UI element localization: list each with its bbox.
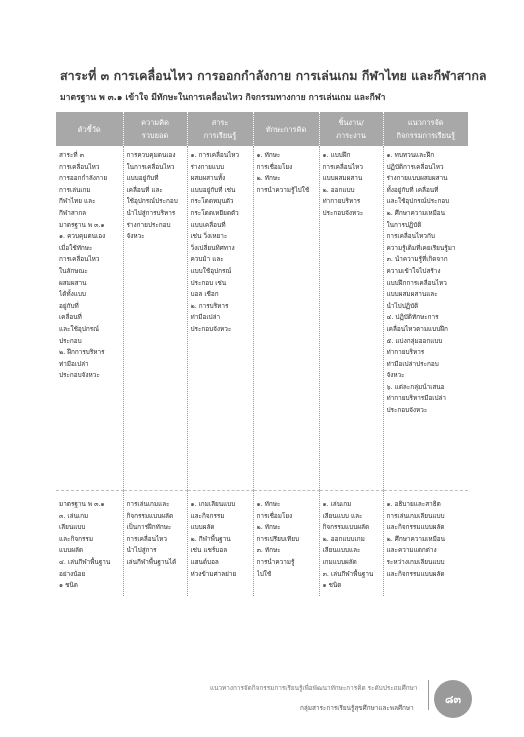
cell-text-line: ๒. ศึกษาความเหมือน <box>386 208 445 217</box>
cell-text-line: ท่ามือเปล่าประกอบ <box>386 359 439 368</box>
cell-text-line: ร่างกายแบบผสมผสาน <box>386 174 448 183</box>
footer-subject: กลุ่มสาระการเรียนรู้สุขศึกษาและพลศึกษา <box>300 704 414 712</box>
cell-text-line: การเคลื่อนไหว <box>126 534 167 543</box>
cell-text-line: ควบม้า และ <box>190 255 224 264</box>
cell-text-line: ประกอบจังหวะ <box>190 324 232 333</box>
cell-text-line: ร่างกายแบบ <box>190 162 225 171</box>
cell-text-line: ๑. ทบทวนและฝึก <box>386 151 435 159</box>
cell-text-line: การเคลื่อนไหว <box>59 162 100 171</box>
table-cell <box>383 491 468 596</box>
cell-text-line: อย่างน้อย <box>59 569 86 578</box>
cell-text-line: ทั้งอยู่กับที่ เคลื่อนที่ <box>386 185 439 194</box>
cell-text-line: ปฏิบัติการเคลื่อนไหว <box>386 162 444 171</box>
cell-text-line: นำไปสู่การ <box>126 546 157 555</box>
cell-text-line: ๓. เล่นกีฬาพื้นฐาน <box>322 569 374 578</box>
cell-text-line: เลียนแบบ <box>59 523 86 532</box>
table-header-row <box>56 112 468 146</box>
cell-text-line: แบบอยู่กับที่ <box>126 174 159 183</box>
cell-text-line: ๑ ชนิด <box>322 581 342 590</box>
page-number: ๘๓ <box>434 680 472 718</box>
cell-text-line: เคลื่อนที่ <box>59 313 82 322</box>
cell-text-line: ท่ากายบริหาร <box>322 197 361 206</box>
cell-text-line: ท่ามือเปล่า <box>59 359 89 368</box>
header-indicator <box>56 112 123 146</box>
cell-text-line: จังหวะ <box>126 232 145 241</box>
cell-text-line: กิจกรรมแบบผลัด <box>322 523 370 532</box>
cell-text-line: และความแตกต่าง <box>386 546 437 555</box>
cell-text-line: ในการปฏิบัติ <box>386 220 422 229</box>
header-label: ความคิด <box>141 118 169 127</box>
cell-text-line: และกิจกรรมแบบผลัด <box>386 569 445 578</box>
cell-text-line: บอล เชือก <box>190 290 219 299</box>
cell-text-line: ประกอบจังหวะ <box>322 208 364 217</box>
cell-text-line: สาระที่ ๓ <box>59 151 84 159</box>
cell-text-line: อยู่กับที่ <box>59 301 79 310</box>
cell-text-line: เคลื่อนไหวตามแบบฝึก <box>386 324 448 333</box>
cell-text-line: ผสมผสาน <box>59 278 87 287</box>
footer-book-title: แนวทางการจัดกิจกรรมการเรียนรู้เพื่อพัฒนาทักษะการคิด ระดับประถมศึกษา <box>210 684 418 692</box>
header-label: รวบยอด <box>141 131 169 140</box>
table-cell <box>187 491 253 596</box>
cell-text-line: ๒. กีฬาพื้นฐาน <box>190 534 231 543</box>
cell-text-line: ๑. ควบคุมตนเอง <box>59 232 106 241</box>
cell-text-line: ๑. เกมเลียนแบบ <box>190 500 236 508</box>
cell-text-line: การเคลื่อนไหว <box>322 162 363 171</box>
cell-text-line: ๒. ทักษะ <box>256 523 281 532</box>
cell-text-line: ระหว่างเกมเลียนแบบ <box>386 557 445 566</box>
header-label: ชิ้นงาน/ <box>338 118 364 127</box>
cell-text-line: การเชื่อมโยง <box>256 511 293 520</box>
cell-text-line: กิจกรรมแบบผลัด <box>126 511 174 520</box>
table-cell <box>56 491 123 596</box>
header-label: ตัวชี้วัด <box>77 124 101 134</box>
standard-subtitle: มาตรฐาน พ ๓.๑ เข้าใจ มีทักษะในการเคลื่อนไหว กิจกรรมทางกาย การเล่นเกม และกีฬา <box>60 93 386 103</box>
cell-text-line: ความรู้เดิมที่เคยเรียนรู้มา <box>386 243 456 252</box>
cell-text-line: จังหวะ <box>386 371 405 380</box>
header-label: ภาระงาน <box>336 131 366 140</box>
cell-text-line: ผสมผสานทั้ง <box>190 174 226 183</box>
cell-text-line: ๒. ออกแบบเกม <box>322 534 365 543</box>
cell-text-line: เลียนแบบและ <box>322 546 361 555</box>
header-activity <box>383 112 468 146</box>
cell-text-line: ๒. ทักษะ <box>256 174 281 183</box>
header-label: สาระ <box>211 118 229 127</box>
cell-text-line: เคลื่อนที่ และ <box>126 185 163 194</box>
cell-text-line: การออกกำลังกาย <box>59 174 108 183</box>
cell-text-line: ๑. เล่นเกม <box>322 500 352 508</box>
cell-text-line: แบบอยู่กับที่ เช่น <box>190 185 236 194</box>
cell-text-line: แบบผลัด <box>190 523 215 532</box>
cell-text-line: ท่ากายบริหาร <box>386 348 425 357</box>
cell-text-line: กีฬาไทย และ <box>59 197 96 206</box>
cell-text-line: การเล่นเกมและ <box>126 500 170 508</box>
table-cell <box>383 146 468 491</box>
cell-text-line: การควบคุมตนเอง <box>126 151 176 159</box>
header-label: ทักษะการคิด <box>265 124 307 134</box>
cell-text-line: ท่ากายบริหารมือเปล่า <box>386 394 447 403</box>
cell-text-line: และใช้อุปกรณ์ประกอบ <box>386 197 450 206</box>
cell-text-line: ๒. การบริหาร <box>190 301 229 310</box>
cell-text-line: ๑ ชนิด <box>59 581 78 590</box>
cell-text-line: เล่นกีฬาพื้นฐานได้ <box>126 557 177 566</box>
cell-text-line: ๑. ทักษะ <box>256 500 281 508</box>
cell-text-line: และกิจกรรม <box>190 511 225 520</box>
cell-text-line: เช่น แชร์บอล <box>190 546 228 555</box>
cell-text-line: แบบผสมผสานและ <box>386 290 438 299</box>
header-content <box>187 112 253 146</box>
cell-text-line: ในลักษณะ <box>59 266 88 275</box>
cell-text-line: เลียนแบบ และ <box>322 511 363 520</box>
cell-text-line: ประกอบจังหวะ <box>59 371 100 380</box>
header-label: การเรียนรู้ <box>203 131 237 140</box>
cell-text-line: ๓. นำความรู้ที่เกิดจาก <box>386 255 448 264</box>
cell-text-line: และกิจกรรม <box>59 534 94 543</box>
cell-text-line: ๖. แต่ละกลุ่มนำเสนอ <box>386 382 445 391</box>
cell-text-line: มาตรฐาน พ ๓.๑ <box>59 220 105 229</box>
cell-text-line: ใช้อุปกรณ์ประกอบ <box>126 197 178 206</box>
cell-text-line: การเชื่อมโยง <box>256 162 293 171</box>
header-task <box>319 112 383 146</box>
cell-text-line: ๒. ศึกษาความเหมือน <box>386 534 445 543</box>
header-label: แนวการจัด <box>407 118 444 127</box>
cell-text-line: ในการเคลื่อนไหว <box>126 162 175 171</box>
cell-text-line: ๔. ปฏิบัติทักษะการ <box>386 313 439 322</box>
cell-text-line: ๑. อธิบายและสาธิต <box>386 500 441 508</box>
cell-text-line: และใช้อุปกรณ์ <box>59 324 100 333</box>
cell-text-line: แบบเคลื่อนที่ <box>190 220 226 229</box>
section-title: สาระที่ ๓ การเคลื่อนไหว การออกกำลังกาย การเล่นเกม กีฬาไทย และกีฬาสากล <box>60 68 487 83</box>
cell-text-line: กระโดดหมุนตัว <box>190 197 234 206</box>
table-cell <box>319 491 383 596</box>
cell-text-line: การเปรียบเทียบ <box>256 534 300 543</box>
footer-divider <box>428 680 429 710</box>
table-cell <box>253 146 319 491</box>
cell-text-line: กระโดดเหยียดตัว <box>190 208 239 217</box>
cell-text-line: ๓. เล่นเกม <box>59 511 89 520</box>
cell-text-line: ๔. เล่นกีฬาพื้นฐาน <box>59 557 111 566</box>
cell-text-line: เป็นการฝึกทักษะ <box>126 523 172 532</box>
cell-text-line: ๓. ทักษะ <box>256 546 281 555</box>
header-label: กิจกรรมการเรียนรู้ <box>396 131 456 140</box>
cell-text-line: การเล่นเกม <box>59 185 91 194</box>
cell-text-line: ความเข้าใจไปสร้าง <box>386 266 441 275</box>
cell-text-line: และกิจกรรมแบบผลัด <box>386 523 445 532</box>
cell-text-line: เกมแบบผลัด <box>322 557 357 566</box>
cell-text-line: ประกอบ เช่น <box>190 278 227 287</box>
curriculum-table <box>56 112 468 596</box>
table-row <box>56 491 468 596</box>
cell-text-line: แฮนด์บอล <box>190 557 219 566</box>
cell-text-line: ร่างกายประกอบ <box>126 220 171 229</box>
header-thinking-skill <box>253 112 319 146</box>
cell-text-line: แบบผลัด <box>59 546 84 555</box>
cell-text-line: เช่น วิ่งเหยาะ <box>190 232 228 241</box>
cell-text-line: ห่วงข้ามศาลย่าย <box>190 569 237 578</box>
table-cell <box>253 491 319 596</box>
header-concept <box>123 112 187 146</box>
cell-text-line: การเคลื่อนไหว <box>59 255 100 264</box>
cell-text-line: การเล่นเกมเลียนแบบ <box>386 511 445 520</box>
table-cell <box>123 491 187 596</box>
cell-text-line: การนำความรู้ไปใช้ <box>256 185 310 194</box>
cell-text-line: นำไปปฏิบัติ <box>386 301 419 310</box>
cell-text-line: ๕. แบ่งกลุ่มออกแบบ <box>386 336 443 345</box>
cell-text-line: แบบฝึกการเคลื่อนไหว <box>386 278 447 287</box>
cell-text-line: ท่ามือเปล่า <box>190 313 221 322</box>
cell-text-line: ประกอบจังหวะ <box>386 406 428 415</box>
cell-text-line: ประกอบ <box>59 336 82 345</box>
table-cell <box>123 146 187 491</box>
cell-text-line: ๑. การเคลื่อนไหว <box>190 151 240 159</box>
cell-text-line: แบบผสมผสาน <box>322 174 363 183</box>
cell-text-line: การนำความรู้ <box>256 557 295 566</box>
cell-text-line: เมื่อใช้ทักษะ <box>59 243 93 252</box>
table-row <box>56 146 468 491</box>
cell-text-line: ๑. ทักษะ <box>256 151 281 159</box>
table-cell <box>187 146 253 491</box>
cell-text-line: กีฬาสากล <box>59 208 87 217</box>
cell-text-line: ๑. แบบฝึก <box>322 151 351 159</box>
table-cell <box>56 146 123 491</box>
cell-text-line: นำไปสู่การบริหาร <box>126 208 176 217</box>
cell-text-line: การเคลื่อนไหวกับ <box>386 232 435 241</box>
cell-text-line: มาตรฐาน พ ๓.๑ <box>59 500 105 508</box>
cell-text-line: ๒. ฝึกการบริหาร <box>59 348 105 357</box>
cell-text-line: ๒. ออกแบบ <box>322 185 355 194</box>
cell-text-line: ไปใช้ <box>256 569 272 578</box>
cell-text-line: ได้ทั้งแบบ <box>59 290 86 299</box>
cell-text-line: วิ่งเปลี่ยนทิศทาง <box>190 243 235 252</box>
cell-text-line: แบบใช้อุปกรณ์ <box>190 266 232 275</box>
table-cell <box>319 146 383 491</box>
